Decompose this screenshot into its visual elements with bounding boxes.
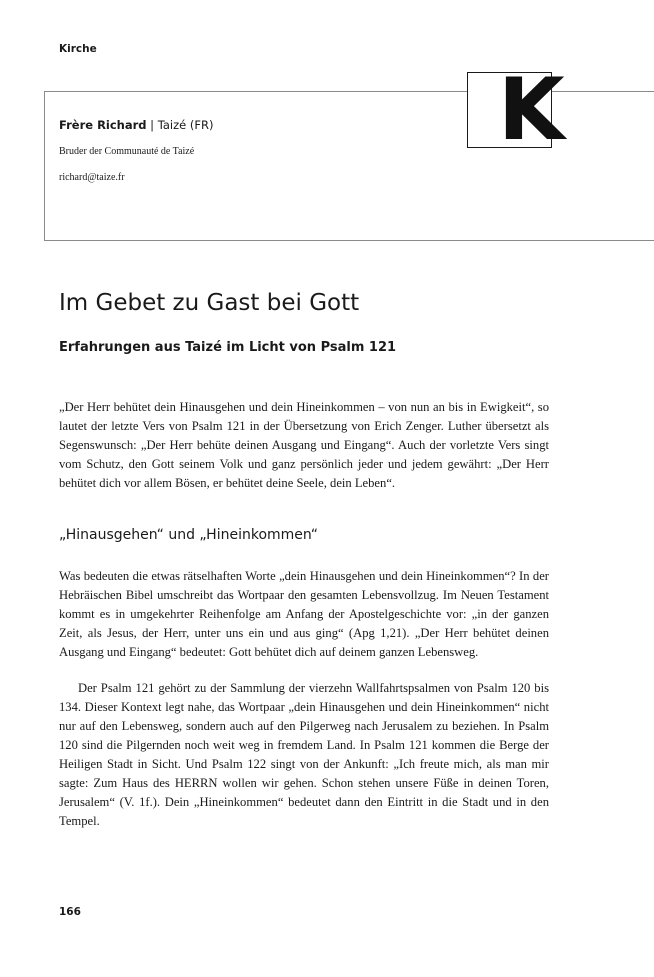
article-title: Im Gebet zu Gast bei Gott [59,290,360,316]
section-heading: „Hinausgehen“ und „Hineinkommen“ [59,527,319,543]
paragraph-1: „Der Herr behütet dein Hinausgehen und dein Hineinkommen – von nun an bis in Ewigkeit“, so lautet der letzte Vers von Psalm 121 in der Übersetzung von Erich Zenger. Luther übersetzt als Segenswunsch: „Der Herr behüte deinen Ausgang und Eingang“. Auch der vorletzte Vers singt vom Schutz, den Gott seinem Volk und ganz persönlich jeder und jedem gewährt: „Der Herr behütet dich vor allem Bösen, er behütet deine Seele, dein Leben“. [59,400,549,490]
paragraph-2: Was bedeuten die etwas rätselhaften Worte „dein Hinausgehen und dein Hineinkommen“? In der Hebräischen Bibel umschreibt das Wortpaar den gesamten Lebensvollzug. Im Neuen Testament kommt es in umgekehrter Reihenfolge am Anfang der Apostelgeschichte vor: „in der ganzen Zeit, als Jesus, der Herr, unter uns ein und aus ging“ (Apg 1,21). „Der Herr behütet deinen Ausgang und Eingang“ bedeutet: Gott behütet dich auf deinem ganzen Lebensweg. [59,569,549,659]
initial-letter-box [467,60,563,160]
author-email: richard@taize.fr [59,172,125,183]
author-name: Frère Richard [59,118,147,132]
article-subtitle: Erfahrungen aus Taizé im Licht von Psalm 121 [59,340,397,355]
author-separator: | [146,118,158,132]
page-number: 166 [59,906,81,918]
initial-letter: K [498,60,563,160]
author-location: Taizé (FR) [157,118,214,132]
section-label: Kirche [59,43,97,55]
author-name-line [59,118,213,132]
paragraph-3: Der Psalm 121 gehört zu der Sammlung der vierzehn Wallfahrtspsalmen von Psalm 120 bis 134. Dieser Kontext legt nahe, das Wortpaar „dein Hinausgehen und dein Hineinkommen“ nicht nur auf den Lebensweg, sondern auch auf den Pilgerweg nach Jerusalem zu beziehen. In Psalm 120 sind die Pilgernden noch weit weg in fremdem Land. In Psalm 121 kommen die Berge der Heiligen Stadt in Sicht. Und Psalm 122 singt von der Ankunft: „Ich freute mich, als man mir sagte: Zum Haus des HERRN wollen wir gehen. Schon stehen unsere Füße in deinen Toren, Jerusalem“ (V. 1f.). Dein „Hineinkommen“ bedeutet dann den Eintritt in die Stadt und in den Tempel. [59,681,549,828]
author-role: Bruder der Communauté de Taizé [59,146,195,157]
